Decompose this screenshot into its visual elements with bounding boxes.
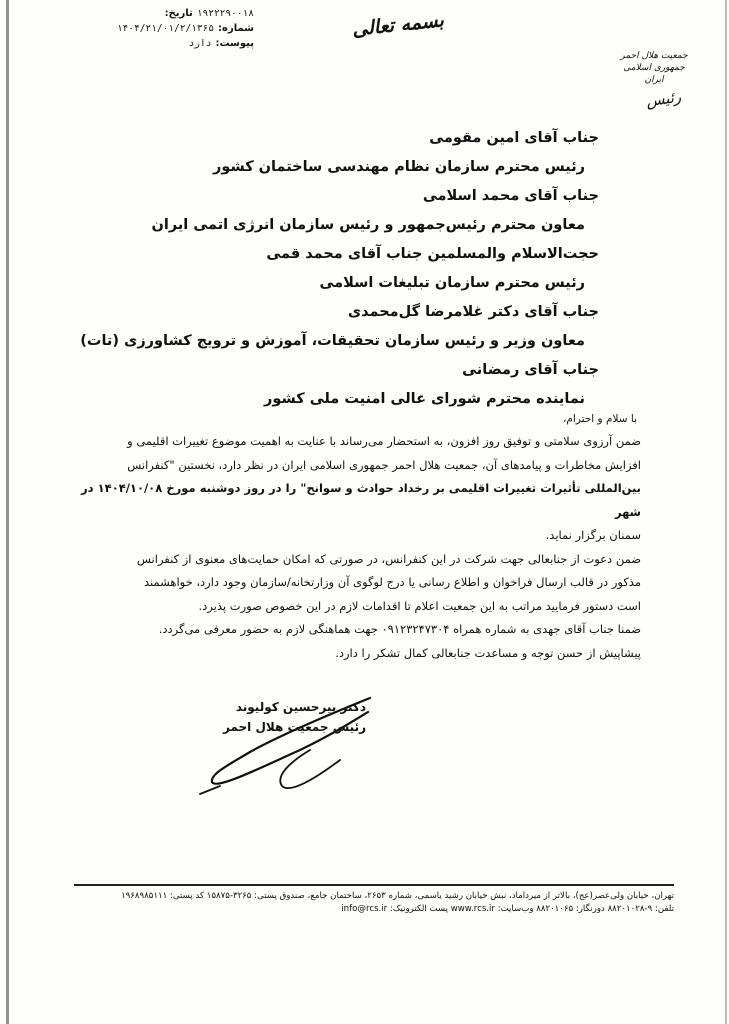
crescent-icon bbox=[632, 10, 676, 50]
addressee-line: نماینده محترم شورای عالی امنیت ملی کشور bbox=[264, 391, 585, 407]
footer-address: تهران، خیابان ولی‌عصر(عج)، بالاتر از میرداماد، نبش خیابان رشید یاسمی، شماره ۲۶۵۳، ساختمان جامع، صندوق پستی: ۳۲۶۵-۱۵۸۷۵ کد پستی: ۱۹۶۸۹۸۵۱۱۱ bbox=[121, 891, 674, 901]
addressee-list bbox=[80, 124, 599, 414]
signatory-title: رئیس جمعیت هلال احمر bbox=[223, 720, 366, 734]
addressee-line: معاون وزیر و رئیس سازمان تحقیقات، آموزش و ترویج کشاورزی (تات) bbox=[80, 333, 585, 349]
footer-contact: تلفن: ۹-۸۸۲۰۱۰۲۸ دورنگار: ۸۸۲۰۱۰۶۵ وب‌سایت: www.rcs.ir پست الکترونیک: info@rcs.ir bbox=[341, 904, 674, 914]
signatory-name: دکتر پیرحسین کولیوند bbox=[235, 700, 366, 714]
paragraph-contact: ضمنا جناب آقای جهدی به شماره همراه ۰۹۱۲۳۲۴۷۳۰۴ جهت هماهنگی لازم به حضور معرفی می‌گردد. bbox=[158, 622, 641, 636]
paragraph-invitation bbox=[81, 548, 641, 619]
letter-number: ۱۴۰۴/۲۱/۰۱/۲/۱۳۶۵ bbox=[116, 23, 215, 34]
attachment-label: پیوست: bbox=[215, 38, 254, 49]
logo-line-1: جمعیت هلال احمر bbox=[620, 51, 688, 61]
date-label: تاریخ: bbox=[164, 8, 193, 19]
addressee-line: رئیس محترم سازمان تبلیغات اسلامی bbox=[319, 275, 585, 291]
body-line: بین‌المللی تأثیرات تغییرات اقلیمی بر رخداد حوادث و سوانح" را در روز دوشنبه مورخ ۱۴۰۴/۱۰/۰۸ در شهر bbox=[81, 481, 642, 519]
office-title: رئیس bbox=[644, 87, 683, 111]
paragraph-intro bbox=[81, 430, 641, 548]
addressee-line: جناب آقای رمضانی bbox=[462, 362, 599, 378]
body-line: ضمن دعوت از جنابعالی جهت شرکت در این کنفرانس، در صورتی که امکان حمایت‌های معنوی از کنفرانس bbox=[136, 551, 641, 566]
meta-top-line: ۱۹۲۲۲۹۰۰۱۸ bbox=[196, 8, 254, 19]
handwritten-signature bbox=[190, 690, 390, 800]
addressee-line: جناب آقای محمد اسلامی bbox=[422, 188, 599, 204]
paragraph-closing: پیشاپیش از حسن توجه و مساعدت جنابعالی کمال تشکر را دارد. bbox=[335, 645, 641, 660]
addressee-line: حجت‌الاسلام والمسلمین جناب آقای محمد قمی bbox=[266, 246, 599, 262]
attachment-value: دارد bbox=[188, 38, 212, 49]
body-line: افزایش مخاطرات و پیامدهای آن، جمعیت هلال احمر جمهوری اسلامی ایران در نظر دارد، نخستین "کنفرانس bbox=[127, 457, 641, 472]
letterhead-footer bbox=[74, 890, 674, 916]
scan-border-right bbox=[725, 0, 727, 1024]
body-line: مذکور در قالب ارسال فراخوان و اطلاع رسانی یا درج لوگوی آن وزارتخانه/سازمان وجود دارد، خواهشمند bbox=[143, 575, 641, 589]
letter-body bbox=[81, 430, 641, 665]
greeting: با سلام و احترام، bbox=[563, 413, 637, 425]
logo-line-2: جمهوری اسلامی ایران bbox=[623, 63, 685, 85]
addressee-line: معاون محترم رئیس‌جمهور و رئیس سازمان انرژی اتمی ایران bbox=[151, 217, 585, 233]
addressee-line: جناب آقای امین مقومی bbox=[429, 130, 599, 146]
red-crescent-logo bbox=[617, 10, 691, 86]
footer-divider bbox=[74, 884, 674, 886]
body-line: است دستور فرمایید مراتب به این جمعیت اعلام تا اقدامات لازم در این خصوص صورت پذیرد. bbox=[198, 598, 641, 613]
addressee-line: جناب آقای دکتر غلامرضا گل‌محمدی bbox=[347, 304, 599, 320]
body-line: ضمن آرزوی سلامتی و توفیق روز افزون، به استحضار می‌رساند با عنایت به اهمیت موضوع تغییرات اقلیمی و bbox=[127, 434, 641, 448]
number-label: شماره: bbox=[218, 23, 254, 34]
body-line: سمنان برگزار نماید. bbox=[545, 528, 641, 542]
scan-border-left bbox=[6, 0, 9, 1024]
addressee-line: رئیس محترم سازمان نظام مهندسی ساختمان کشور bbox=[213, 159, 585, 175]
bismillah-heading: بسمه تعالی bbox=[351, 9, 445, 41]
letter-meta bbox=[94, 6, 254, 51]
